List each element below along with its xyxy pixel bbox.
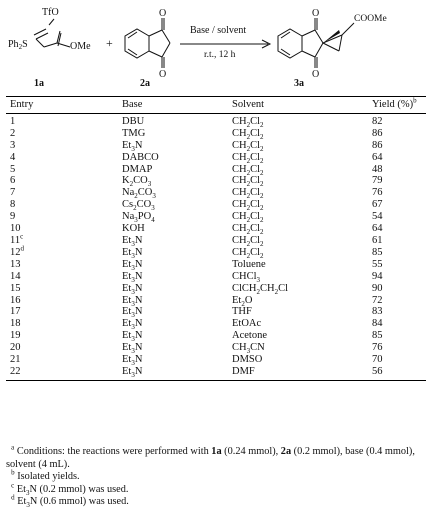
entry-cell: 16 <box>10 294 21 306</box>
base-cell: $Et_3N$ <box>122 366 232 380</box>
oxygen-top-3a: O <box>312 8 320 19</box>
table-row <box>6 128 426 140</box>
entry-cell: 17 <box>10 306 21 318</box>
header-solvent: Solvent <box>232 97 372 114</box>
entry-cell: 20 <box>10 342 21 354</box>
entry-cell: 6 <box>10 175 16 187</box>
base-cell: $K_2CO_3$ <box>122 175 152 189</box>
entry-cell: 8 <box>10 199 16 211</box>
footnote-b: $^b$ Isolated yields. <box>11 468 80 483</box>
base-cell: TMG <box>122 127 146 139</box>
table-body <box>6 113 426 380</box>
base-cell: $Cs_2CO_3$ <box>122 199 155 213</box>
header-yield: Yield (%)$^b$ <box>372 97 426 114</box>
solvent-cell: $Et_2O$ <box>232 294 253 308</box>
solvent-cell: $CH_2Cl_2$ <box>232 127 264 141</box>
entry-cell: 13 <box>10 258 21 270</box>
solvent-cell: $CH_2Cl_2$ <box>232 115 264 129</box>
entry-cell: 15 <box>10 282 21 294</box>
table-row <box>6 259 426 271</box>
solvent-cell: $CH_2Cl_2$ <box>232 223 264 237</box>
entry-cell: 22 <box>6 366 122 380</box>
entry-cell: 14 <box>10 270 21 282</box>
conditions-top: Base / solvent <box>190 25 247 36</box>
solvent-cell: $CH_3CN$ <box>232 342 265 356</box>
yield-cell: 76 <box>372 342 383 354</box>
base-cell: $Et_3N$ <box>122 318 143 332</box>
table-row <box>6 140 426 152</box>
entry-cell: 11$^c$ <box>10 232 24 246</box>
solvent-cell: $CH_2Cl_2$ <box>232 139 264 153</box>
table-row <box>6 152 426 164</box>
yield-cell: 86 <box>372 127 383 139</box>
table-row <box>6 187 426 199</box>
yield-cell: 83 <box>372 306 383 318</box>
footnote-a: $^a$ Conditions: the reactions were performed with 1a (0.24 mmol), 2a (0.2 mmol), base (0.4 mmol), solvent (4 mL). <box>6 443 415 470</box>
yield-cell: 79 <box>372 175 383 187</box>
entry-cell: 19 <box>10 330 21 342</box>
base-cell: DMAP <box>122 163 153 175</box>
base-cell: $Et_3N$ <box>122 354 143 368</box>
yield-cell: 94 <box>372 270 383 282</box>
results-table <box>6 96 426 381</box>
yield-cell: 55 <box>372 258 383 270</box>
yield-cell: 85 <box>372 330 383 342</box>
footnote-d: $^d$ $Et_3N$ (0.6 mmol) was used. <box>11 493 129 510</box>
table-row <box>6 113 426 127</box>
base-cell: $Et_3N$ <box>122 246 143 260</box>
base-cell: $Et_3N$ <box>122 258 143 272</box>
reaction-scheme <box>0 0 434 92</box>
table-row <box>6 306 426 318</box>
optimization-table <box>6 96 426 381</box>
ome-label: OMe <box>70 41 91 52</box>
entry-cell: 10 <box>10 223 21 235</box>
yield-cell: 64 <box>372 223 383 235</box>
entry-cell: 21 <box>10 354 21 366</box>
entry-cell: 4 <box>10 151 16 163</box>
header-base: Base <box>122 97 232 114</box>
plus-sign: + <box>106 36 113 50</box>
table-row <box>6 318 426 330</box>
solvent-cell: DMSO <box>232 354 263 366</box>
yield-cell: 56 <box>372 366 426 380</box>
table-row <box>6 354 426 366</box>
base-cell: $Et_3N$ <box>122 306 143 320</box>
yield-cell: 85 <box>372 246 383 258</box>
yield-cell: 72 <box>372 294 383 306</box>
ph2s-label: $Ph_2S$ <box>8 39 28 51</box>
footnote-c: $^c$ $Et_3N$ (0.2 mmol) was used. <box>11 481 129 497</box>
table-row <box>6 211 426 223</box>
solvent-cell: $CH_2Cl_2$ <box>232 234 264 249</box>
base-cell: $Et_3N$ <box>122 294 143 308</box>
yield-cell: 82 <box>372 115 383 127</box>
oxygen-bottom-2a: O <box>159 69 167 80</box>
table-row <box>6 199 426 211</box>
solvent-cell: $CH_2Cl_2$ <box>232 199 264 213</box>
base-cell: $Et_3N$ <box>122 330 143 344</box>
solvent-cell: $CH_2Cl_2$ <box>232 187 264 201</box>
base-cell: $Et_3N$ <box>122 139 143 153</box>
solvent-cell: $CH_2Cl_2$ <box>232 211 264 225</box>
table-row <box>6 223 426 235</box>
base-cell: $Et_3N$ <box>122 234 143 249</box>
conditions-bottom: r.t., 12 h <box>204 50 236 60</box>
yield-cell: 67 <box>372 199 383 211</box>
base-cell: DBU <box>122 115 145 127</box>
entry-cell: 1 <box>10 115 16 127</box>
solvent-cell: Toluene <box>232 258 266 270</box>
table-header-row <box>6 97 426 114</box>
yield-cell: 84 <box>372 318 383 330</box>
yield-cell: 64 <box>372 151 383 163</box>
table-row <box>6 366 426 380</box>
header-entry: Entry <box>6 97 122 114</box>
base-cell: $Et_3N$ <box>122 282 143 296</box>
entry-cell: 12$^d$ <box>10 244 24 258</box>
table-row <box>6 295 426 307</box>
coome-label: COOMe <box>354 14 387 24</box>
solvent-cell: THF <box>232 306 252 318</box>
yield-cell: 61 <box>372 234 383 246</box>
entry-cell: 3 <box>10 139 16 151</box>
solvent-cell: $CH_2Cl_2$ <box>232 175 264 189</box>
yield-cell: 54 <box>372 211 383 223</box>
solvent-cell: Acetone <box>232 330 267 342</box>
base-cell: $Et_3N$ <box>122 342 143 356</box>
entry-cell: 5 <box>10 163 16 175</box>
solvent-cell: $CH_2Cl_2$ <box>232 151 264 165</box>
table-row <box>6 271 426 283</box>
table-row <box>6 283 426 295</box>
base-cell: $Et_3N$ <box>122 270 143 284</box>
solvent-cell: $ClCH_2CH_2Cl$ <box>232 282 289 296</box>
yield-cell: 48 <box>372 163 383 175</box>
table-row <box>6 342 426 354</box>
tfo-label: TfO <box>42 7 59 18</box>
oxygen-bottom-3a: O <box>312 69 320 80</box>
yield-cell: 76 <box>372 187 383 199</box>
solvent-cell: DMF <box>232 366 372 380</box>
entry-cell: 9 <box>10 211 16 223</box>
solvent-cell: EtOAc <box>232 318 262 330</box>
base-cell: KOH <box>122 223 145 235</box>
entry-cell: 7 <box>10 187 16 199</box>
solvent-cell: $CH_2Cl_2$ <box>232 163 264 177</box>
entry-cell: 18 <box>10 318 21 330</box>
footnotes <box>6 443 426 510</box>
table-row <box>6 330 426 342</box>
entry-cell: 2 <box>10 127 16 139</box>
solvent-cell: CHCl$_3$ <box>232 270 261 284</box>
compound-1a-label: 1a <box>34 78 44 89</box>
oxygen-top-2a: O <box>159 8 167 19</box>
compound-3a-label: 3a <box>294 78 304 89</box>
yield-cell: 86 <box>372 139 383 151</box>
base-cell: $Na_3PO_4$ <box>122 211 155 225</box>
table-row <box>6 235 426 247</box>
table-row <box>6 164 426 176</box>
base-cell: $Na_2CO_3$ <box>122 187 156 201</box>
table-row <box>6 247 426 259</box>
table-row <box>6 175 426 187</box>
yield-cell: 90 <box>372 282 383 294</box>
compound-2a-label: 2a <box>140 78 150 89</box>
base-cell: DABCO <box>122 151 159 163</box>
yield-cell: 70 <box>372 354 383 366</box>
solvent-cell: $CH_2Cl_2$ <box>232 246 264 260</box>
